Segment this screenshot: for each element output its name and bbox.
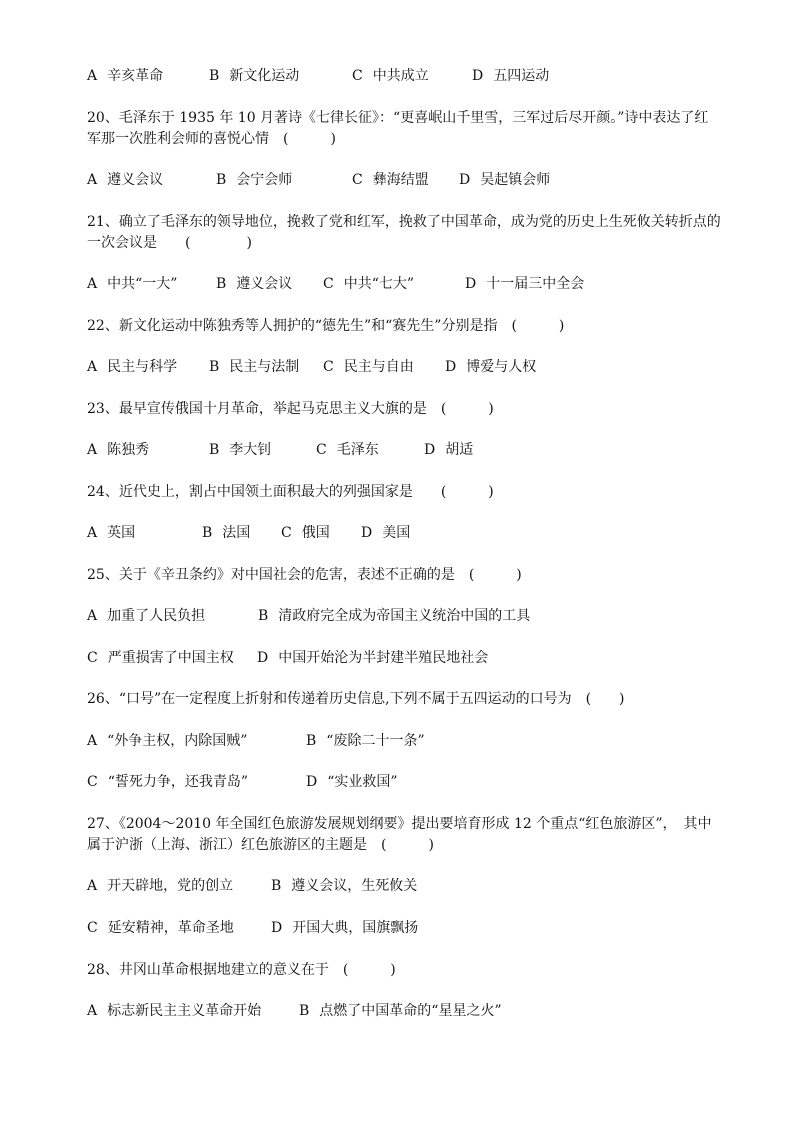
option-c: C 毛泽东 — [316, 442, 379, 458]
question-stem-q21-line2: 一次会议是 ( ) — [87, 235, 252, 251]
option-a: A 中共“一大” — [87, 276, 178, 292]
question-stem-q26: 26、“口号”在一定程度上折射和传递着历史信息,下列不属于五四运动的口号为 ( ) — [87, 691, 625, 707]
option-c: C 俄国 — [281, 525, 330, 541]
option-b: B 清政府完全成为帝国主义统治中国的工具 — [258, 608, 531, 624]
option-c: C 严重损害了中国主权 — [87, 650, 234, 666]
question-stem-q20: 20、毛泽东于 1935 年 10 月著诗《七律长征》：“更喜岷山千里雪，三军过后尽开颜。”诗中表达了红 — [87, 110, 709, 126]
option-a: A 辛亥革命 — [87, 68, 164, 84]
option-d: D “实业救国” — [306, 774, 398, 790]
option-b: B “废除二十一条” — [306, 733, 425, 749]
option-a: A 开天辟地，党的创立 — [87, 878, 234, 894]
option-b: B 遵义会议，生死攸关 — [271, 878, 418, 894]
option-c: C 延安精神，革命圣地 — [87, 920, 234, 936]
option-b: B 新文化运动 — [209, 68, 300, 84]
option-d: D 胡适 — [424, 442, 474, 458]
option-b: B 会宁会师 — [216, 172, 293, 188]
option-b: B 点燃了中国革命的“星星之火” — [299, 1003, 502, 1019]
option-a: A 加重了人民负担 — [87, 608, 206, 624]
option-a: A 民主与科学 — [87, 359, 178, 375]
option-a: A 遵义会议 — [87, 172, 164, 188]
option-c: C 彝海结盟 — [352, 172, 429, 188]
option-b: B 法国 — [202, 525, 251, 541]
option-b: B 遵义会议 — [216, 276, 293, 292]
option-d: D 中国开始沦为半封建半殖民地社会 — [257, 650, 489, 666]
option-c: C 中共成立 — [352, 68, 429, 84]
question-stem-q28: 28、井冈山革命根据地建立的意义在于 ( ) — [87, 962, 396, 978]
option-d: D 博爱与人权 — [445, 359, 537, 375]
option-b: B 李大钊 — [209, 442, 272, 458]
option-a: A 陈独秀 — [87, 442, 150, 458]
question-stem-q24: 24、近代史上，割占中国领土面积最大的列强国家是 ( ) — [87, 484, 494, 500]
option-d: D 五四运动 — [472, 68, 550, 84]
option-a: A “外争主权，内除国贼” — [87, 733, 248, 749]
option-c: C “誓死力争，还我青岛” — [87, 774, 249, 790]
option-c: C 民主与自由 — [323, 359, 414, 375]
option-d: D 十一届三中全会 — [465, 276, 585, 292]
question-stem-q20-line2: 军那一次胜利会师的喜悦心情 ( ) — [87, 131, 336, 147]
option-a: A 英国 — [87, 525, 136, 541]
option-c: C 中共“七大” — [323, 276, 415, 292]
question-stem-q25: 25、关于《辛丑条约》对中国社会的危害，表述不正确的是 ( ) — [87, 567, 522, 583]
option-b: B 民主与法制 — [209, 359, 300, 375]
question-stem-q23: 23、最早宣传俄国十月革命，举起马克思主义大旗的是 ( ) — [87, 401, 494, 417]
question-stem-q27: 27、《2004～2010 年全国红色旅游发展规划纲要》提出要培育形成 12 个重点“红色旅游区”， 其中 — [87, 816, 712, 832]
question-stem-q22: 22、新文化运动中陈独秀等人拥护的“德先生”和“赛先生”分别是指 ( ) — [87, 318, 565, 334]
option-d: D 开国大典，国旗飘扬 — [271, 920, 419, 936]
option-d: D 吴起镇会师 — [459, 172, 551, 188]
option-d: D 美国 — [361, 525, 411, 541]
question-stem-q27-line2: 属于沪浙（上海、浙江）红色旅游区的主题是 ( ) — [87, 837, 434, 853]
question-stem-q21: 21、确立了毛泽东的领导地位，挽救了党和红军，挽救了中国革命，成为党的历史上生死攸关转折点的 — [87, 214, 721, 230]
option-a: A 标志新民主主义革命开始 — [87, 1003, 262, 1019]
